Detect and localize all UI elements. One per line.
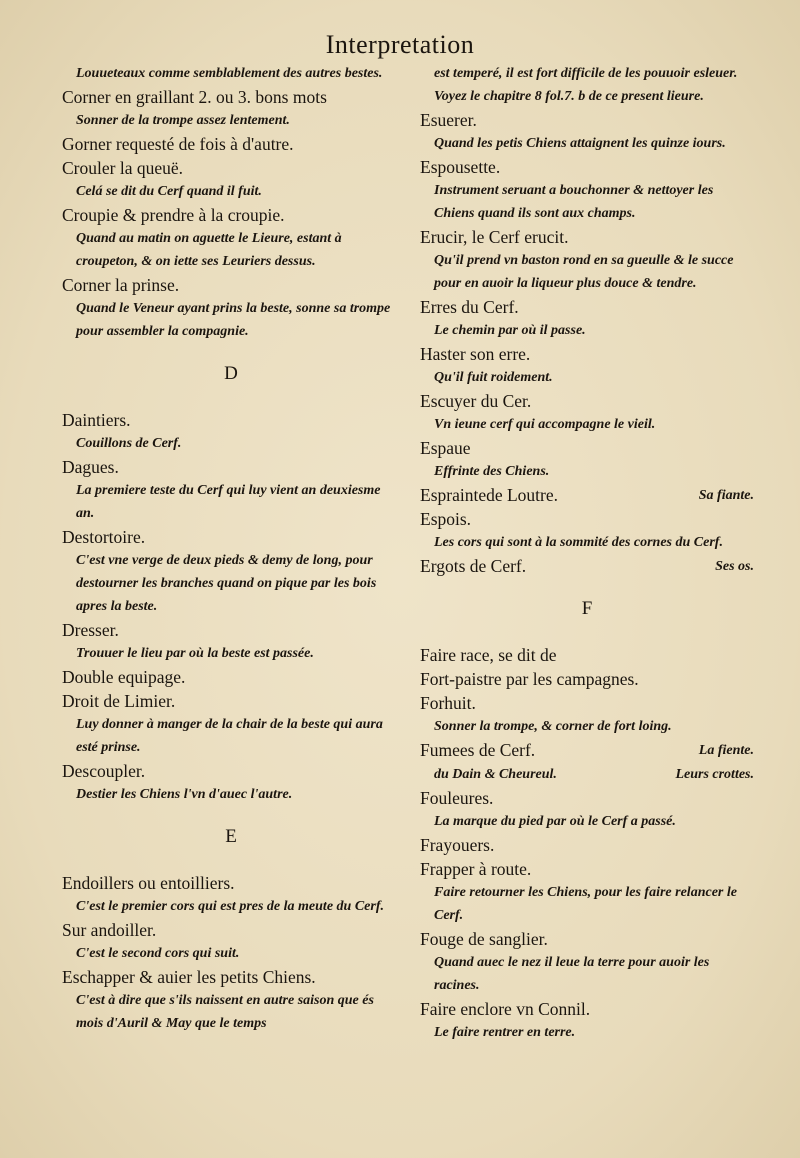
right-column	[420, 62, 754, 1045]
glossary-entry	[62, 690, 400, 759]
entry-definition: Leurs crottes.	[675, 767, 754, 782]
glossary-entry	[62, 86, 400, 132]
glossary-entry	[420, 508, 754, 554]
entry-term: Dresser.	[62, 620, 119, 640]
entry-term: Ergots de Cerf.	[420, 556, 527, 576]
glossary-entry	[420, 296, 754, 342]
entry-term: Esuerer.	[420, 110, 477, 130]
entry-definition: Les cors qui sont à la sommité des cornes du Cerf.	[434, 535, 723, 550]
entry-term: Destortoire.	[62, 527, 146, 547]
left-column	[62, 62, 400, 1036]
entry-term: Fumees de Cerf.	[420, 740, 536, 760]
entry-definition: Faire retourner les Chiens, pour les faire relancer le Cerf.	[434, 885, 737, 923]
entry-term: du Dain & Cheureul.	[434, 767, 557, 782]
entry-definition: Effrinte des Chiens.	[434, 464, 550, 479]
entry-term: Endoillers ou entoilliers.	[62, 873, 235, 893]
glossary-entry	[420, 739, 754, 762]
entry-term: Espois.	[420, 509, 472, 529]
entry-definition: Sonner la trompe, & corner de fort loing.	[434, 719, 672, 734]
entry-term: Faire race, se dit de	[420, 645, 557, 665]
entry-term: Haster son erre.	[420, 344, 531, 364]
glossary-entry	[62, 966, 400, 1035]
page-title: Interpretation	[325, 30, 475, 59]
glossary-entry	[62, 666, 400, 689]
glossary-entry	[420, 858, 754, 927]
glossary-entry	[420, 109, 754, 155]
entry-definition: Destier les Chiens l'vn d'auec l'autre.	[76, 787, 293, 802]
entry-term: Erres du Cerf.	[420, 297, 519, 317]
entry-definition: Qu'il fuit roidement.	[434, 370, 553, 385]
entry-definition: La marque du pied par où le Cerf a passé.	[434, 814, 676, 829]
glossary-entry	[62, 409, 400, 455]
glossary-entry	[62, 456, 400, 525]
entry-term: Descoupler.	[62, 761, 146, 781]
entry-term: Frapper à route.	[420, 859, 532, 879]
section-letter-e: E	[225, 826, 237, 847]
glossary-entry	[62, 157, 400, 203]
entry-term: Double equipage.	[62, 667, 186, 687]
entry-definition: C'est à dire que s'ils naissent en autre saison que és mois d'Auril & May que le temps	[76, 993, 374, 1031]
entry-term: Escuyer du Cer.	[420, 391, 532, 411]
entry-definition: Luy donner à manger de la chair de la beste qui aura esté prinse.	[76, 717, 383, 755]
entry-term: Sur andoiller.	[62, 920, 157, 940]
entry-term: Gorner requesté de fois à d'autre.	[62, 134, 294, 154]
glossary-entry	[62, 919, 400, 965]
entry-definition: C'est le premier cors qui est pres de la meute du Cerf.	[76, 899, 384, 914]
entry-term: Daintiers.	[62, 410, 131, 430]
entry-definition: Ses os.	[715, 559, 754, 574]
glossary-entry	[420, 343, 754, 389]
entry-term: Fouge de sanglier.	[420, 929, 548, 949]
glossary-entry	[420, 763, 754, 786]
glossary-entry	[62, 872, 400, 918]
entry-term: Frayouers.	[420, 835, 495, 855]
glossary-entry	[62, 619, 400, 665]
entry-term: Erucir, le Cerf erucit.	[420, 227, 569, 247]
glossary-entry	[420, 692, 754, 738]
entry-definition: Sa fiante.	[698, 488, 754, 503]
entry-definition: Le chemin par où il passe.	[434, 323, 586, 338]
entry-definition: Le faire rentrer en terre.	[434, 1025, 576, 1040]
glossary-entry	[420, 484, 754, 507]
entry-definition: Celá se dit du Cerf quand il fuit.	[76, 184, 262, 199]
entry-definition: La premiere teste du Cerf qui luy vient an deuxiesme an.	[76, 483, 381, 521]
glossary-entry	[420, 437, 754, 483]
entry-term: Eschapper & auier les petits Chiens.	[62, 967, 316, 987]
entry-term: Corner la prinse.	[62, 275, 180, 295]
glossary-entry	[62, 760, 400, 806]
entry-term: Crouler la queuë.	[62, 158, 183, 178]
section-letter-d: D	[224, 363, 238, 384]
entry-definition: Instrument seruant a bouchonner & nettoyer les Chiens quand ils sont aux champs.	[434, 183, 714, 221]
glossary-entry	[62, 274, 400, 343]
glossary-entry	[420, 787, 754, 833]
glossary-entry	[62, 62, 400, 85]
glossary-entry	[420, 555, 754, 578]
entry-definition: La fiente.	[698, 743, 754, 758]
entry-definition: C'est vne verge de deux pieds & demy de long, pour destourner les branches quand on pique par les bois apres la beste.	[76, 553, 377, 614]
entry-definition: Qu'il prend vn baston rond en sa gueulle & le succe pour en auoir la liqueur plus douce & tendre.	[434, 253, 734, 291]
entry-term: Forhuit.	[420, 693, 476, 713]
glossary-entry	[420, 834, 754, 857]
entry-definition: Quand au matin on aguette le Lieure, estant à croupeton, & on iette ses Leuriers dessus.	[76, 231, 342, 269]
glossary-entry	[420, 928, 754, 997]
entry-definition: Couillons de Cerf.	[76, 436, 182, 451]
glossary-entry	[420, 226, 754, 295]
entry-definition: Quand le Veneur ayant prins la beste, sonne sa trompe pour assembler la compagnie.	[76, 301, 391, 339]
entry-term: Faire enclore vn Connil.	[420, 999, 591, 1019]
glossary-entry	[62, 133, 400, 156]
glossary-entry	[62, 526, 400, 618]
entry-term: Droit de Limier.	[62, 691, 176, 711]
section-letter-f: F	[581, 598, 593, 619]
entry-definition: Quand auec le nez il leue la terre pour auoir les racines.	[434, 955, 710, 993]
glossary-entry	[420, 668, 754, 691]
entry-term: Espaue	[420, 438, 471, 458]
entry-definition: Trouuer le lieu par où la beste est passée.	[76, 646, 314, 661]
glossary-entry	[62, 204, 400, 273]
entry-definition: Quand les petis Chiens attaignent les quinze iours.	[434, 136, 726, 151]
entry-definition: est temperé, il est fort difficile de les pouuoir esleuer. Voyez le chapitre 8 fol.7. b de ce present lieure.	[434, 66, 738, 104]
entry-term: Croupie & prendre à la croupie.	[62, 205, 285, 225]
glossary-entry	[420, 62, 754, 108]
entry-term: Fort-paistre par les campagnes.	[420, 669, 639, 689]
entry-term: Corner en graillant 2. ou 3. bons mots	[62, 87, 327, 107]
entry-term: Espousette.	[420, 157, 501, 177]
glossary-entry	[420, 644, 754, 667]
entry-term: Espraintede Loutre.	[420, 485, 559, 505]
entry-term: Fouleures.	[420, 788, 494, 808]
entry-definition: Sonner de la trompe assez lentement.	[76, 113, 290, 128]
entry-definition: C'est le second cors qui suit.	[76, 946, 240, 961]
entry-term: Dagues.	[62, 457, 119, 477]
glossary-entry	[420, 156, 754, 225]
entry-definition: Vn ieune cerf qui accompagne le vieil.	[434, 417, 656, 432]
entry-definition: Louueteaux comme semblablement des autres bestes.	[76, 66, 383, 81]
glossary-entry	[420, 390, 754, 436]
glossary-entry	[420, 998, 754, 1044]
